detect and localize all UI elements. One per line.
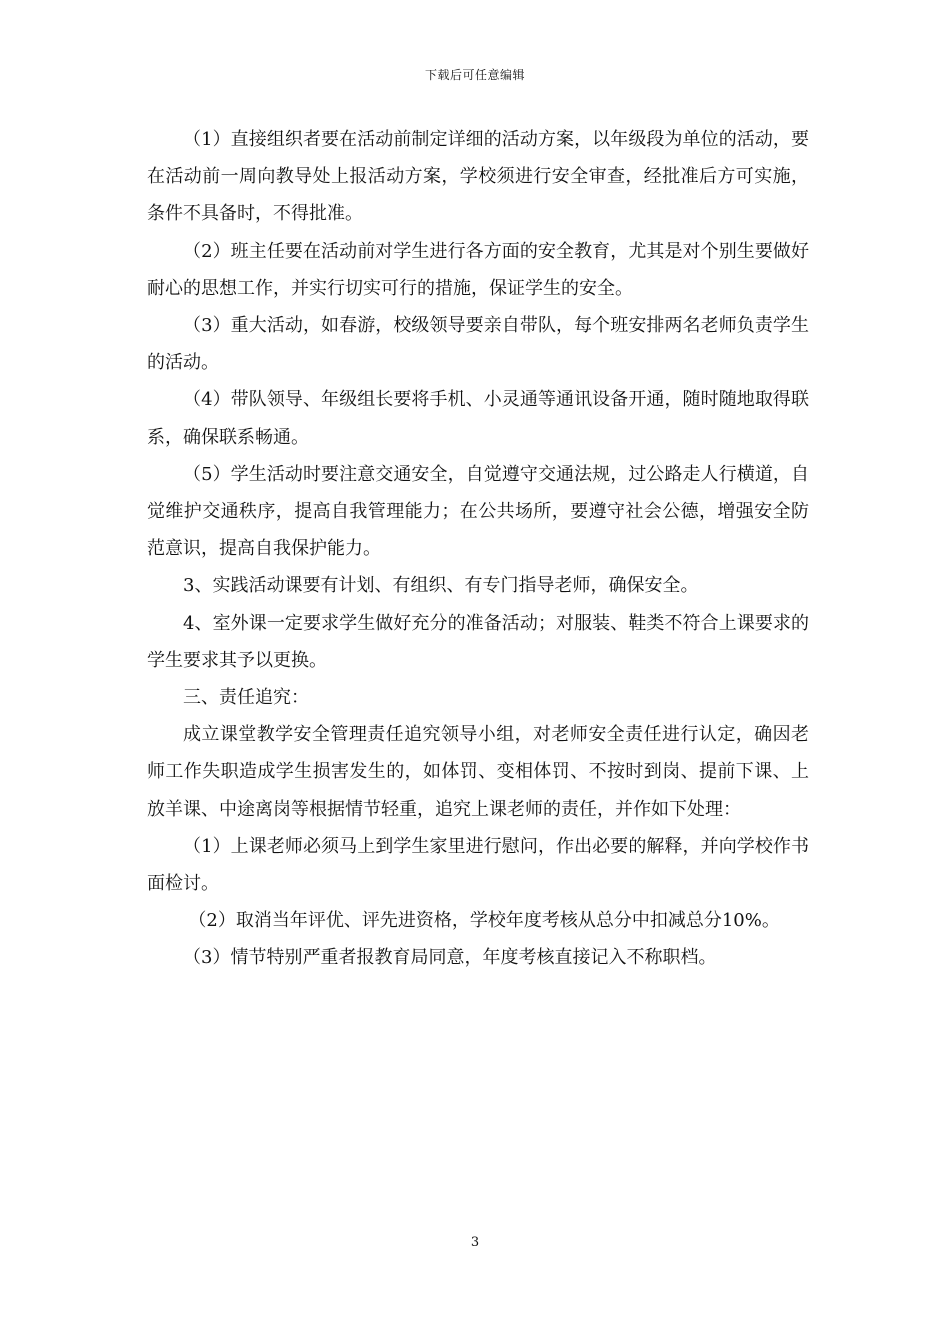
paragraph-traffic-safety: （5）学生活动时要注意交通安全，自觉遵守交通法规，过公路走人行横道，自觉维护交通秩序，提高自我管理能力；在公共场所，要遵守社会公德，增强安全防范意识，提高自我保护能力。	[147, 463, 809, 560]
section-heading-accountability: 三、责任追究：	[183, 687, 309, 709]
paragraph-major-activities: （3）重大活动，如春游，校级领导要亲自带队，每个班安排两名老师负责学生的活动。	[147, 315, 809, 374]
paragraph-outdoor-class: 4、室外课一定要求学生做好充分的准备活动；对服装、鞋类不符合上课要求的学生要求其予以更换。	[147, 612, 809, 671]
paragraph-penalty-3: （3）情节特别严重者报教育局同意，年度考核直接记入不称职档。	[183, 947, 717, 969]
paragraph-communication: （4）带队领导、年级组长要将手机、小灵通等通讯设备开通，随时随地取得联系，确保联系畅通。	[147, 389, 809, 448]
paragraph-penalty-2: （2）取消当年评优、评先进资格，学校年度考核从总分中扣减总分10%。	[188, 910, 780, 932]
page-number: 3	[470, 1235, 480, 1250]
page-header: 下载后可任意编辑	[424, 68, 525, 82]
paragraph-activity-plan: （1）直接组织者要在活动前制定详细的活动方案，以年级段为单位的活动，要在活动前一周向教导处上报活动方案，学校须进行安全审查，经批准后方可实施，条件不具备时，不得批准。	[147, 129, 809, 225]
document-body	[147, 121, 809, 977]
paragraph-practice-class: 3、实践活动课要有计划、有组织、有专门指导老师，确保安全。	[183, 575, 699, 597]
paragraph-penalty-1: （1）上课老师必须马上到学生家里进行慰问，作出必要的解释，并向学校作书面检讨。	[147, 835, 809, 895]
paragraph-accountability-group: 成立课堂教学安全管理责任追究领导小组，对老师安全责任进行认定，确因老师工作失职造成学生损害发生的，如体罚、变相体罚、不按时到岗、提前下课、上放羊课、中途离岗等根据情节轻重，追究上课老师的责任，并作如下处理：	[147, 724, 809, 820]
paragraph-head-teacher-education: （2）班主任要在活动前对学生进行各方面的安全教育，尤其是对个别生要做好耐心的思想工作，并实行切实可行的措施，保证学生的安全。	[147, 240, 809, 299]
